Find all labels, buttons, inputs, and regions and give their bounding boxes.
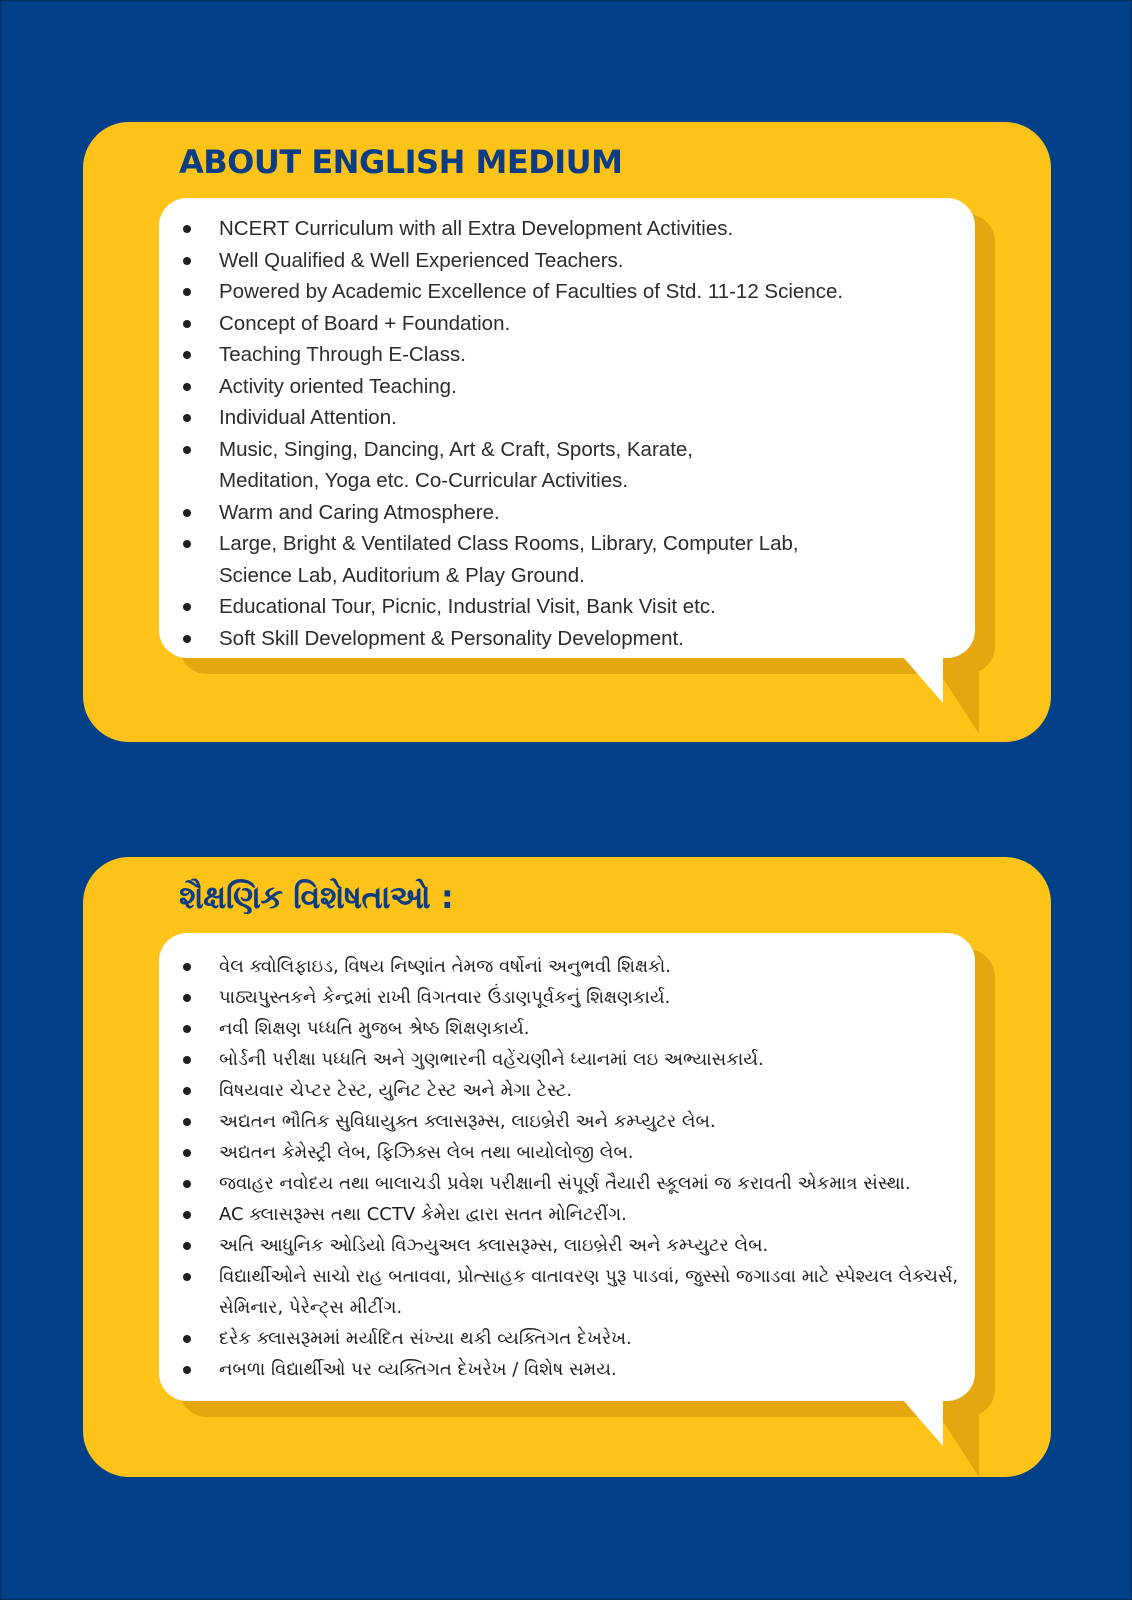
list-item: વેલ ક્વોલિફાઇડ, વિષય નિષ્ણાંત તેમજ વર્ષોનાં અનુભવી શિક્ષકો. bbox=[181, 951, 971, 982]
bubble-tail bbox=[903, 1400, 943, 1446]
list-item: દરેક ક્લાસરૂમમાં મર્યાદિત સંખ્યા થકી વ્યક્તિગત દેખરેખ. bbox=[181, 1323, 971, 1354]
list-item: Powered by Academic Excellence of Faculties of Std. 11-12 Science. bbox=[181, 276, 961, 308]
list-item: અદ્યતન ભૌતિક સુવિધાયુક્ત ક્લાસરૂમ્સ, લાઇબ્રેરી અને કમ્પ્યુટર લેબ. bbox=[181, 1106, 971, 1137]
list-item: Soft Skill Development & Personality Development. bbox=[181, 623, 961, 655]
bubble-tail bbox=[903, 657, 943, 703]
list-item: Music, Singing, Dancing, Art & Craft, Sports, Karate, Meditation, Yoga etc. Co-Curricular Activities. bbox=[181, 434, 779, 497]
list-item: જવાહર નવોદય તથા બાલાચડી પ્રવેશ પરીક્ષાની સંપૂર્ણ તૈયારી સ્કૂલમાં જ કરાવતી એકમાત્ર સંસ્થા. bbox=[181, 1168, 971, 1199]
academic-features-heading: શૈક્ષણિક વિશેષતાઓ : bbox=[179, 878, 454, 916]
bubble-body bbox=[159, 933, 975, 1401]
list-item: NCERT Curriculum with all Extra Development Activities. bbox=[181, 213, 961, 245]
list-item: નબળા વિદ્યાર્થીઓ પર વ્યક્તિગત દેખરેખ / વિશેષ સમય. bbox=[181, 1354, 971, 1385]
list-item: Concept of Board + Foundation. bbox=[181, 308, 961, 340]
list-item: AC ક્લાસરૂમ્સ તથા CCTV કેમેરા દ્વારા સતત મોનિટરીંગ. bbox=[181, 1199, 971, 1230]
list-item: Teaching Through E-Class. bbox=[181, 339, 961, 371]
bubble-tail-shadow bbox=[939, 672, 979, 734]
list-item: વિદ્યાર્થીઓને સાચો રાહ બતાવવા, પ્રોત્સાહક વાતાવરણ પુરૂ પાડવાં, જુસ્સો જગાડવા માટે સ્પેશ્યલ લેક્ચર્સ, સેમિનાર, પેરેન્ટ્સ મીટીંગ. bbox=[181, 1261, 971, 1323]
english-medium-card bbox=[83, 122, 1051, 742]
english-feature-list bbox=[181, 213, 961, 654]
gujarati-feature-list bbox=[181, 951, 971, 1385]
list-item: Large, Bright & Ventilated Class Rooms, Library, Computer Lab, Science Lab, Auditorium & Play Ground. bbox=[181, 528, 819, 591]
list-item: Educational Tour, Picnic, Industrial Visit, Bank Visit etc. bbox=[181, 591, 961, 623]
list-item: પાઠ્યપુસ્તકને કેન્દ્રમાં રાખી વિગતવાર ઉંડાણપૂર્વકનું શિક્ષણકાર્ય. bbox=[181, 982, 971, 1013]
bubble-body bbox=[159, 198, 975, 658]
list-item: Activity oriented Teaching. bbox=[181, 371, 961, 403]
academic-features-card bbox=[83, 857, 1051, 1477]
list-item: Warm and Caring Atmosphere. bbox=[181, 497, 961, 529]
list-item: બોર્ડની પરીક્ષા પધ્ધતિ અને ગુણભારની વહેંચણીને ધ્યાનમાં લઇ અભ્યાસકાર્ય. bbox=[181, 1044, 971, 1075]
list-item: Well Qualified & Well Experienced Teachers. bbox=[181, 245, 961, 277]
list-item: અતિ આધુનિક ઓડિયો વિઝ્યુઅલ ક્લાસરૂમ્સ, લાઇબ્રેરી અને કમ્પ્યુટર લેબ. bbox=[181, 1230, 971, 1261]
list-item: નવી શિક્ષણ પધ્ધતિ મુજબ શ્રેષ્ઠ શિક્ષણકાર્ય. bbox=[181, 1013, 971, 1044]
list-item: વિષયવાર ચેપ્ટર ટેસ્ટ, યુનિટ ટેસ્ટ અને મેગા ટેસ્ટ. bbox=[181, 1075, 971, 1106]
list-item: Individual Attention. bbox=[181, 402, 961, 434]
bubble-tail-shadow bbox=[939, 1415, 979, 1477]
list-item: અદ્યતન કેમેસ્ટ્રી લેબ, ફિઝિક્સ લેબ તથા બાયોલોજી લેબ. bbox=[181, 1137, 971, 1168]
english-medium-heading: ABOUT ENGLISH MEDIUM bbox=[179, 143, 623, 181]
